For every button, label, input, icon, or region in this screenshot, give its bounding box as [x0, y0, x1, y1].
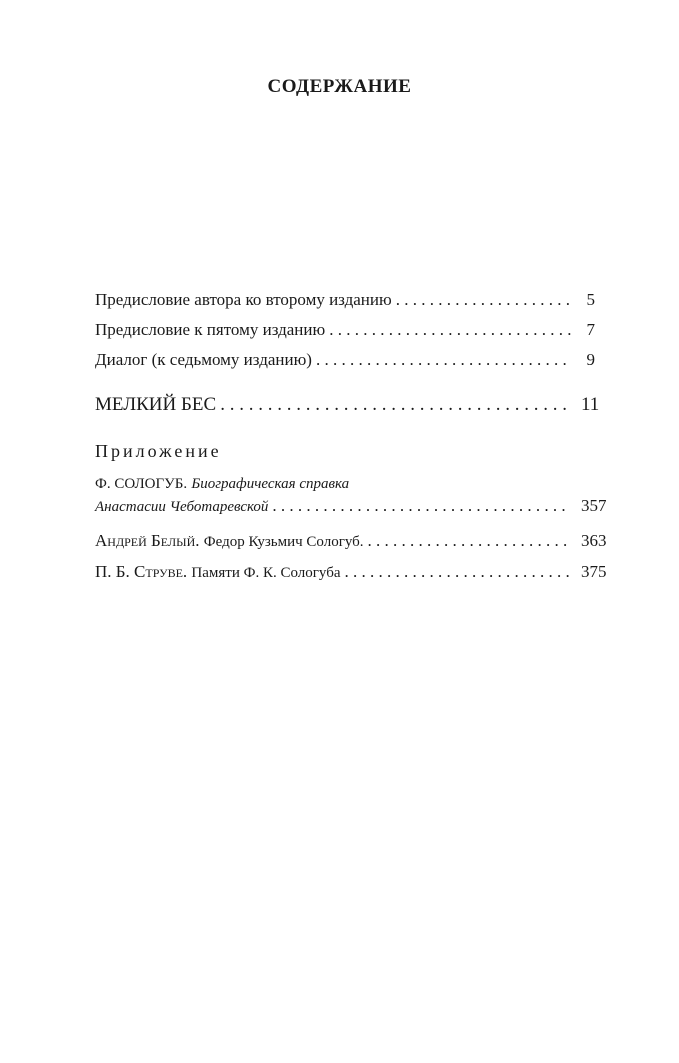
toc-entry-title: МЕЛКИЙ БЕС: [95, 394, 217, 415]
toc-entry-text: [95, 530, 364, 553]
toc-appendix-section: [95, 441, 607, 584]
dot-leader: [272, 495, 571, 517]
toc-entry-author: Ф. СОЛОГУБ.: [95, 476, 188, 492]
toc-entry-first-line: [95, 472, 595, 495]
toc-entry-main[interactable]: [95, 394, 600, 416]
dot-leader: [368, 530, 571, 552]
toc-entry-page: 5: [586, 290, 595, 309]
toc-entry[interactable]: [95, 530, 607, 553]
toc-entry-author: П. Б. Струве.: [95, 562, 188, 581]
toc-entry-page: 357: [581, 496, 607, 515]
toc-entry-title: Биографическая справка: [191, 476, 350, 492]
toc-entry-page: 375: [581, 562, 607, 581]
toc-entry[interactable]: [95, 472, 607, 518]
toc-entry-title: Диалог (к седьмому изданию): [95, 350, 312, 369]
appendix-label: Приложение: [95, 441, 222, 461]
toc-entry-text: [95, 561, 341, 584]
toc-entry-page: 7: [586, 320, 595, 339]
dot-leader: [316, 349, 571, 371]
toc-entry-page: 363: [581, 531, 607, 550]
toc-entry-author: Андрей Белый.: [95, 531, 200, 550]
toc-entry[interactable]: [95, 349, 595, 371]
toc-entry-title: Федор Кузьмич Сологуб.: [203, 534, 364, 550]
dot-leader: [396, 289, 571, 311]
toc-entry-title-cont: Анастасии Чеботаревской: [95, 499, 269, 515]
toc-entry[interactable]: [95, 289, 595, 311]
toc-entry[interactable]: [95, 561, 607, 584]
dot-leader: [220, 394, 571, 416]
toc-entry-page: 11: [581, 394, 600, 415]
toc-entry-title: Предисловие к пятому изданию: [95, 320, 326, 339]
toc-entry[interactable]: [95, 319, 595, 341]
dot-leader: [329, 319, 571, 341]
toc-entry-second-line: [95, 495, 607, 518]
toc-entry-title: Предисловие автора ко второму изданию: [95, 290, 392, 309]
dot-leader: [345, 561, 571, 583]
toc-main-section: [95, 394, 600, 416]
toc-front-section: [95, 289, 595, 371]
toc-entry-page: 9: [586, 350, 595, 369]
toc-entry-title: Памяти Ф. К. Сологуба: [191, 565, 341, 581]
page-title: СОДЕРЖАНИЕ: [267, 76, 412, 97]
